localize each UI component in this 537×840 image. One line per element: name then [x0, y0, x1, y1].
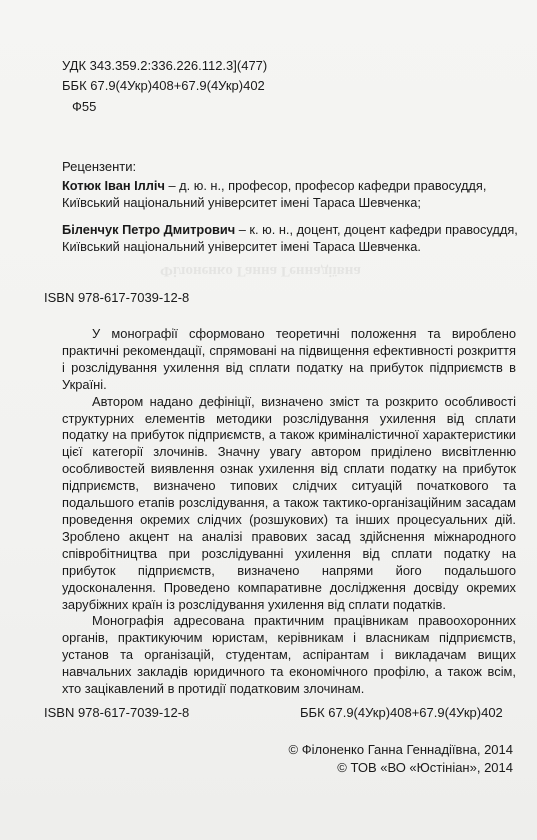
reviewer-1-name: Котюк Іван Ілліч: [62, 178, 165, 193]
udk-code: УДК 343.359.2:336.226.112.3](477): [62, 58, 268, 73]
reviewer-1-title: – д. ю. н., професор, професор кафедри правосуддя,: [164, 178, 487, 193]
reviewer-2-title: – к. ю. н., доцент, доцент кафедри правосуддя,: [235, 222, 518, 237]
reviewer-2-line1: [62, 221, 520, 238]
reviewer-2-name: Біленчук Петро Дмитрович: [62, 222, 236, 237]
reviewer-1: [62, 177, 520, 211]
abstract: [62, 326, 516, 698]
reviewer-2-affiliation: Київський національний університет імені Тараса Шевченка.: [62, 239, 421, 254]
bbk-code-bottom: ББК 67.9(4Укр)408+67.9(4Укр)402: [300, 705, 503, 720]
isbn-top: ISBN 978-617-7039-12-8: [44, 290, 190, 305]
abstract-paragraph: У монографії сформовано теоретичні положення та вироблено практичні рекомендації, спрямовані на підвищення ефективності розкриття і розслідування ухилення від сплати податку на прибуток підприємств в Україні.: [62, 326, 516, 392]
copyright-author: © Філоненко Ганна Геннадіївна, 2014: [288, 742, 513, 757]
abstract-paragraph: Автором надано дефініції, визначено зміст та розкрито особливості структурних елементів методики розслідування ухилення від сплати податку на прибуток підприємств, а також криміналістичної характеристики цієї категорії злочинів. Значну увагу автором приділено висвітленню особливостей виявлення ознак ухилення від сплати податку на прибуток підприємств, визначено типових слідчих ситуацій початкового та подальшого етапів розслідування, а також тактико-організаційним засадам проведення окремих слідчих (розшукових) та інших процесуальних дій. Зроблено акцент на аналізі правових засад здійснення міжнародного співробітництва при розслідуванні ухилення від сплати податку на прибуток підприємств, визначено напрями його подальшого удосконалення. Проведено компаративне дослідження досвіду окремих зарубіжних країн із розслідування ухилення від сплати податків.: [62, 393, 516, 612]
isbn-bottom: ISBN 978-617-7039-12-8: [44, 705, 190, 720]
abstract-paragraph: Монографія адресована практичним працівникам правоохоронних органів, практикуючим юристам, керівникам і власникам підприємств, установ та організацій, студентам, аспірантам і викладачам вищих навчальних закладів юридичного та економічного профілю, а також всім, хто зацікавлений в протидії податковим злочинам.: [62, 613, 516, 697]
bbk-code-top: ББК 67.9(4Укр)408+67.9(4Укр)402: [62, 78, 265, 93]
reviewers-label: Рецензенти:: [62, 159, 137, 174]
reviewer-2: [62, 221, 520, 255]
copyright-publisher: © ТОВ «ВО «Юстініан», 2014: [337, 760, 513, 775]
author-sign: Ф55: [72, 99, 97, 114]
show-through-text: Філоненко Ганна Геннадіївна: [160, 263, 361, 279]
reviewer-1-line1: [62, 177, 520, 194]
reviewer-1-affiliation: Київський національний університет імені Тараса Шевченка;: [62, 195, 421, 210]
